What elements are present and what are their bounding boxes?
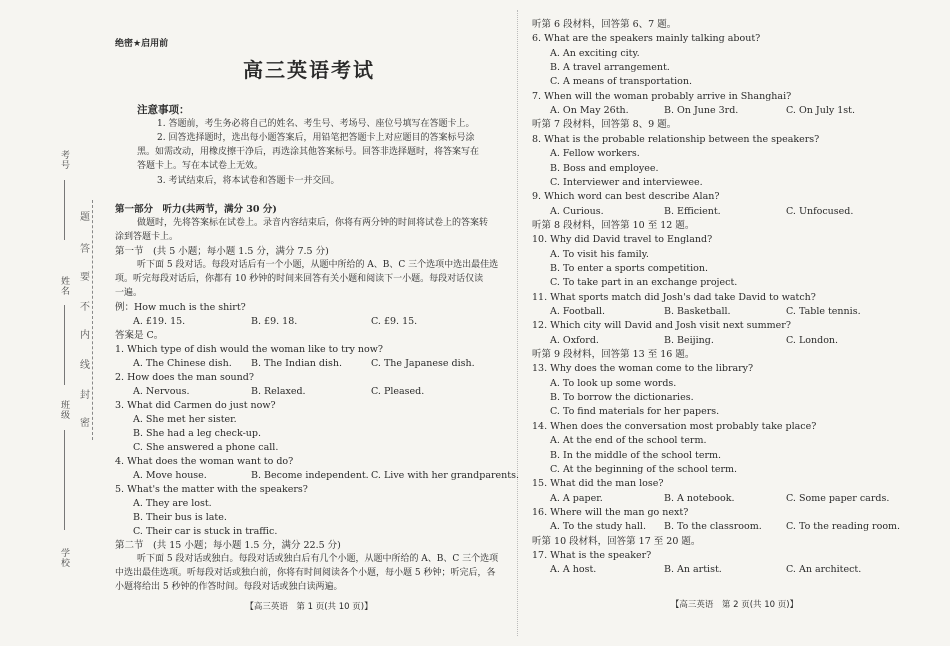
name-label: 姓名	[59, 276, 69, 296]
notice-line: 2. 回答选择题时，选出每小题答案后，用铅笔把答题卡上对应题目的答案标号涂	[157, 133, 475, 143]
option: C. Some paper cards.	[786, 492, 890, 504]
option: C. At the beginning of the school term.	[550, 463, 738, 475]
question: 9. Which word can best describe Alan?	[532, 191, 720, 203]
option: B. The Indian dish.	[251, 358, 343, 369]
option: A. On May 26th.	[550, 105, 629, 117]
section2-intro: 中选出最佳选项。听每段对话或独白前，你将有时间阅读各个小题，每小题 5 秒钟；听完后，各	[115, 568, 496, 578]
option: A. She met her sister.	[133, 414, 237, 425]
notice-line: 黑。如需改动，用橡皮擦干净后，再选涂其他答案标号。回答非选择题时，将答案写在	[137, 147, 480, 157]
option: B. To borrow the dictionaries.	[550, 392, 694, 404]
seal-char: 封	[80, 390, 90, 401]
option: A. Fellow workers.	[550, 148, 640, 160]
binding-margin	[0, 0, 105, 646]
exam-no-line	[64, 180, 65, 240]
question: 4. What does the woman want to do?	[115, 456, 294, 467]
seal-char: 密	[80, 418, 90, 429]
option: B. To the classroom.	[664, 521, 762, 533]
option: B. Their bus is late.	[133, 512, 227, 523]
option: B. She had a leg check-up.	[133, 428, 262, 439]
section1-title: 第一节 (共 5 小题；每小题 1.5 分，满分 7.5 分)	[115, 246, 329, 257]
option: A. They are lost.	[133, 498, 212, 509]
option: C. Their car is stuck in traffic.	[133, 526, 278, 537]
notice-line: 1. 答题前，考生务必将自己的姓名、考生号、考场号、座位号填写在答题卡上。	[157, 119, 475, 129]
option: A. To look up some words.	[550, 377, 677, 389]
part1-intro: 涂到答题卡上。	[115, 232, 179, 242]
option: A. Football.	[550, 306, 606, 317]
page-divider	[517, 10, 518, 636]
option: C. The Japanese dish.	[371, 358, 475, 369]
example-question: 例：How much is the shirt?	[115, 302, 246, 313]
option: B. On June 3rd.	[664, 105, 739, 117]
option: A. Nervous.	[133, 386, 190, 397]
question: 8. What is the probable relationship between the speakers?	[532, 133, 820, 145]
page-footer: 【高三英语 第 1 页(共 10 页)】	[245, 602, 373, 612]
option: C. Pleased.	[371, 386, 425, 397]
material-heading: 听第 7 段材料，回答第 8、9 题。	[532, 119, 677, 131]
option: A. A host.	[550, 564, 597, 576]
question: 12. Which city will David and Josh visit next summer?	[532, 320, 791, 332]
exam-no-label: 考号	[59, 150, 69, 170]
material-heading: 听第 10 段材料，回答第 17 至 20 题。	[532, 535, 701, 547]
section2-intro: 小题将给出 5 秒钟的作答时间。每段对话或独白读两遍。	[115, 582, 343, 592]
option: A. Move house.	[133, 470, 207, 481]
school-label: 学校	[59, 548, 69, 568]
section2-title: 第二节 (共 15 小题；每小题 1.5 分，满分 22.5 分)	[115, 540, 341, 551]
seal-line	[92, 200, 93, 440]
option: A. Oxford.	[550, 334, 599, 346]
option: C. Interviewer and interviewee.	[550, 176, 703, 188]
class-label: 班级	[59, 400, 69, 420]
option: C. London.	[786, 334, 839, 346]
question: 10. Why did David travel to England?	[532, 234, 713, 246]
option: C. Live with her grandparents.	[371, 470, 519, 481]
option: A. The Chinese dish.	[133, 358, 232, 369]
option: A. An exciting city.	[550, 47, 640, 59]
option: C. She answered a phone call.	[133, 442, 279, 453]
option: C. To the reading room.	[786, 521, 901, 533]
name-line	[64, 305, 65, 385]
option: B. In the middle of the school term.	[550, 449, 722, 461]
notice-line: 3. 考试结束后，将本试卷和答题卡一并交回。	[157, 176, 340, 186]
option: C. A means of transportation.	[550, 76, 692, 88]
page-2	[532, 0, 937, 646]
notice-line: 答题卡上。写在本试卷上无效。	[137, 161, 264, 171]
option: C. To find materials for her papers.	[550, 406, 720, 418]
option: A. To the study hall.	[550, 521, 646, 533]
option: B. An artist.	[664, 564, 722, 576]
question: 17. What is the speaker?	[532, 549, 652, 561]
section1-intro: 听下面 5 段对话。每段对话后有一个小题，从题中所给的 A、B、C 三个选项中选出最佳选	[137, 260, 499, 270]
section2-intro: 听下面 5 段对话或独白。每段对话或独白后有几个小题，从题中所给的 A、B、C 三个选项	[137, 554, 499, 564]
page-1	[115, 0, 519, 646]
part1-title: 第一部分 听力(共两节，满分 30 分)	[115, 204, 277, 215]
example-option: B. £9. 18.	[251, 316, 298, 327]
option: A. Curious.	[550, 205, 604, 217]
option: B. Basketball.	[664, 306, 731, 317]
option: C. To take part in an exchange project.	[550, 277, 738, 289]
question: 11. What sports match did Josh's dad take David to watch?	[532, 291, 816, 303]
question: 1. Which type of dish would the woman like to try now?	[115, 344, 383, 355]
question: 13. Why does the woman come to the library?	[532, 363, 754, 375]
seal-char: 题	[80, 212, 90, 223]
option: C. Unfocused.	[786, 205, 854, 217]
question: 7. When will the woman probably arrive in Shanghai?	[532, 90, 792, 102]
seal-char: 不	[80, 302, 90, 313]
question: 14. When does the conversation most probably take place?	[532, 420, 817, 432]
notice-heading: 注意事项：	[137, 104, 190, 116]
option: B. A notebook.	[664, 492, 735, 504]
page-footer: 【高三英语 第 2 页(共 10 页)】	[670, 600, 799, 610]
example-option: A. £19. 15.	[133, 316, 186, 327]
example-option: C. £9. 15.	[371, 316, 418, 327]
option: A. At the end of the school term.	[550, 435, 707, 447]
confidential-mark: 绝密★启用前	[115, 39, 169, 49]
material-heading: 听第 6 段材料，回答第 6、7 题。	[532, 19, 677, 30]
seal-char: 要	[80, 272, 90, 283]
example-answer: 答案是 C。	[115, 330, 164, 341]
option: C. Table tennis.	[786, 306, 861, 317]
question: 3. What did Carmen do just now?	[115, 400, 276, 411]
option: B. Become independent.	[251, 470, 369, 481]
material-heading: 听第 8 段材料，回答第 10 至 12 题。	[532, 219, 695, 231]
option: B. Boss and employee.	[550, 162, 659, 174]
section1-intro: 项。听完每段对话后，你都有 10 秒钟的时间来回答有关小题和阅读下一小题。每段对话仅读	[115, 274, 484, 284]
material-heading: 听第 9 段材料，回答第 13 至 16 题。	[532, 349, 695, 361]
option: B. Beijing.	[664, 334, 714, 346]
question: 15. What did the man lose?	[532, 478, 664, 490]
exam-title: 高三英语考试	[243, 58, 375, 82]
option: B. Relaxed.	[251, 386, 306, 397]
option: B. A travel arrangement.	[550, 62, 670, 74]
option: C. An architect.	[786, 564, 862, 576]
option: B. To enter a sports competition.	[550, 262, 709, 274]
question: 16. Where will the man go next?	[532, 506, 689, 518]
option: A. A paper.	[550, 492, 603, 504]
class-line	[64, 430, 65, 530]
seal-char: 内	[80, 330, 90, 341]
part1-intro: 做题时，先将答案标在试卷上。录音内容结束后，你将有两分钟的时间将试卷上的答案转	[137, 218, 489, 228]
question: 6. What are the speakers mainly talking about?	[532, 33, 761, 45]
question: 5. What's the matter with the speakers?	[115, 484, 308, 495]
question: 2. How does the man sound?	[115, 372, 254, 383]
seal-char: 线	[80, 360, 90, 371]
option: A. To visit his family.	[550, 248, 649, 260]
seal-char: 答	[80, 244, 90, 255]
option: B. Efficient.	[664, 205, 721, 217]
section1-intro: 一遍。	[115, 288, 143, 298]
option: C. On July 1st.	[786, 105, 856, 117]
